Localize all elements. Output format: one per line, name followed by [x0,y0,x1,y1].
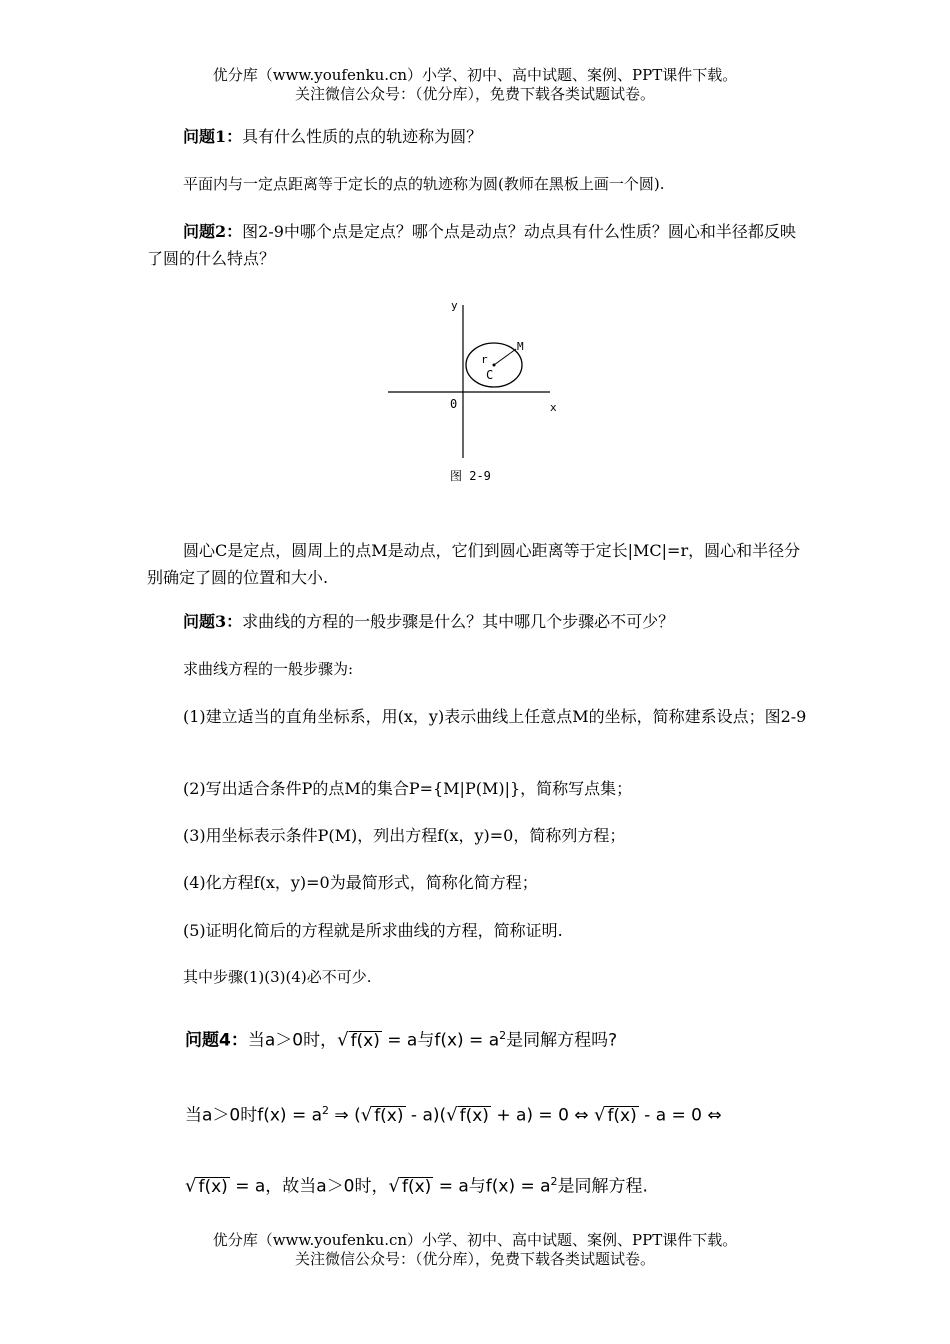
eq1-e: - a = 0 ⇔ [638,1105,722,1126]
step-5: (5)证明化简后的方程就是所求曲线的方程，简称证明. [183,921,563,940]
eq1-c: - a)( [405,1105,447,1126]
step-3: (3)用坐标表示条件P(M)，列出方程f(x，y)=0，简称列方程； [183,826,626,845]
sqrt-sign: √ [388,1175,400,1197]
header-line-1: 优分库（www.youfenku.cn）小学、初中、高中试题、案例、PPT课件下载。 [212,66,738,84]
r-label: r [481,353,488,366]
step-1: (1)建立适当的直角坐标系，用(x，y)表示曲线上任意点M的坐标，简称建系设点；图2-9 [183,707,807,726]
header-line-2: 关注微信公众号：（优分库），免费下载各类试题试卷。 [294,85,655,103]
step-4: (4)化方程f(x，y)=0为最简形式，简称化简方程； [183,873,538,892]
figure-caption: 图 2-9 [450,469,491,483]
question-4-mid: = a与f(x) = a [381,1030,500,1051]
eq1-radicand-2: f(x) [459,1105,489,1126]
question-3 [147,608,807,635]
question-4 [185,1022,805,1055]
answer-3-end: 其中步骤(1)(3)(4)必不可少. [183,968,372,986]
question-1-text: 具有什么性质的点的轨迹称为圆？ [242,127,483,146]
radius-line [494,349,516,365]
question-4-pre: 当a＞0时， [247,1030,338,1051]
equation-2 [185,1168,805,1201]
sqrt-sign: √ [593,1104,606,1126]
sqrt-sign: √ [337,1029,349,1051]
eq2-c: 是同解方程. [557,1176,648,1197]
sqrt-sign: √ [185,1175,197,1197]
question-2-text: 图2-9中哪个点是定点？哪个点是动点？动点具有什么性质？圆心和半径都反映了圆的什么特点？ [147,222,796,268]
eq1-b: ⇒ ( [329,1105,361,1126]
question-4-sup: 2 [499,1029,507,1042]
question-2 [147,218,807,272]
eq1-radicand-1: f(x) [374,1105,404,1126]
eq1-a: 当a＞0时f(x) = a [185,1105,323,1126]
eq1-sup: 2 [322,1104,330,1117]
question-3-label: 问题3： [183,612,243,631]
question-4-label: 问题4： [185,1030,248,1051]
answer-1: 平面内与一定点距离等于定长的点的轨迹称为圆(教师在黑板上画一个圆). [183,175,665,193]
footer-line-1: 优分库（www.youfenku.cn）小学、初中、高中试题、案例、PPT课件下载。 [212,1231,738,1249]
question-4-post: 是同解方程吗? [506,1030,618,1051]
eq2-a: = a，故当a＞0时， [229,1176,389,1197]
step-2: (2)写出适合条件P的点M的集合P={M|P(M)|}，简称写点集； [183,779,633,798]
question-4-radicand: f(x) [350,1030,380,1051]
eq2-b: = a与f(x) = a [433,1176,551,1197]
header [0,66,950,104]
question-2-label: 问题2： [183,222,243,241]
y-label: y [451,299,458,312]
sqrt-sign: √ [446,1104,458,1126]
eq2-radicand-2: f(x) [401,1176,432,1197]
question-1 [147,123,807,150]
sqrt-sign: √ [360,1104,373,1126]
x-label: x [550,401,557,414]
footer-line-2: 关注微信公众号：（优分库），免费下载各类试题试卷。 [294,1250,655,1268]
m-label: M [517,340,524,353]
eq1-radicand-3: f(x) [607,1105,637,1126]
c-label: C [486,368,494,382]
equation-1 [185,1097,805,1130]
eq1-d: + a) = 0 ⇔ [490,1105,594,1126]
question-3-text: 求曲线的方程的一般步骤是什么？其中哪几个步骤必不可少？ [242,612,675,631]
eq2-radicand-1: f(x) [198,1176,228,1197]
origin-label: 0 [450,397,458,411]
eq2-sup: 2 [550,1175,558,1188]
footer [0,1231,950,1269]
answer-2: 圆心C是定点，圆周上的点M是动点，它们到圆心距离等于定长|MC|=r，圆心和半径分别确定了圆的位置和大小. [147,541,801,587]
question-1-label: 问题1： [183,127,243,146]
center-point [493,364,496,367]
figure-2-9 [380,295,570,490]
answer-3-intro: 求曲线方程的一般步骤为: [183,660,354,678]
